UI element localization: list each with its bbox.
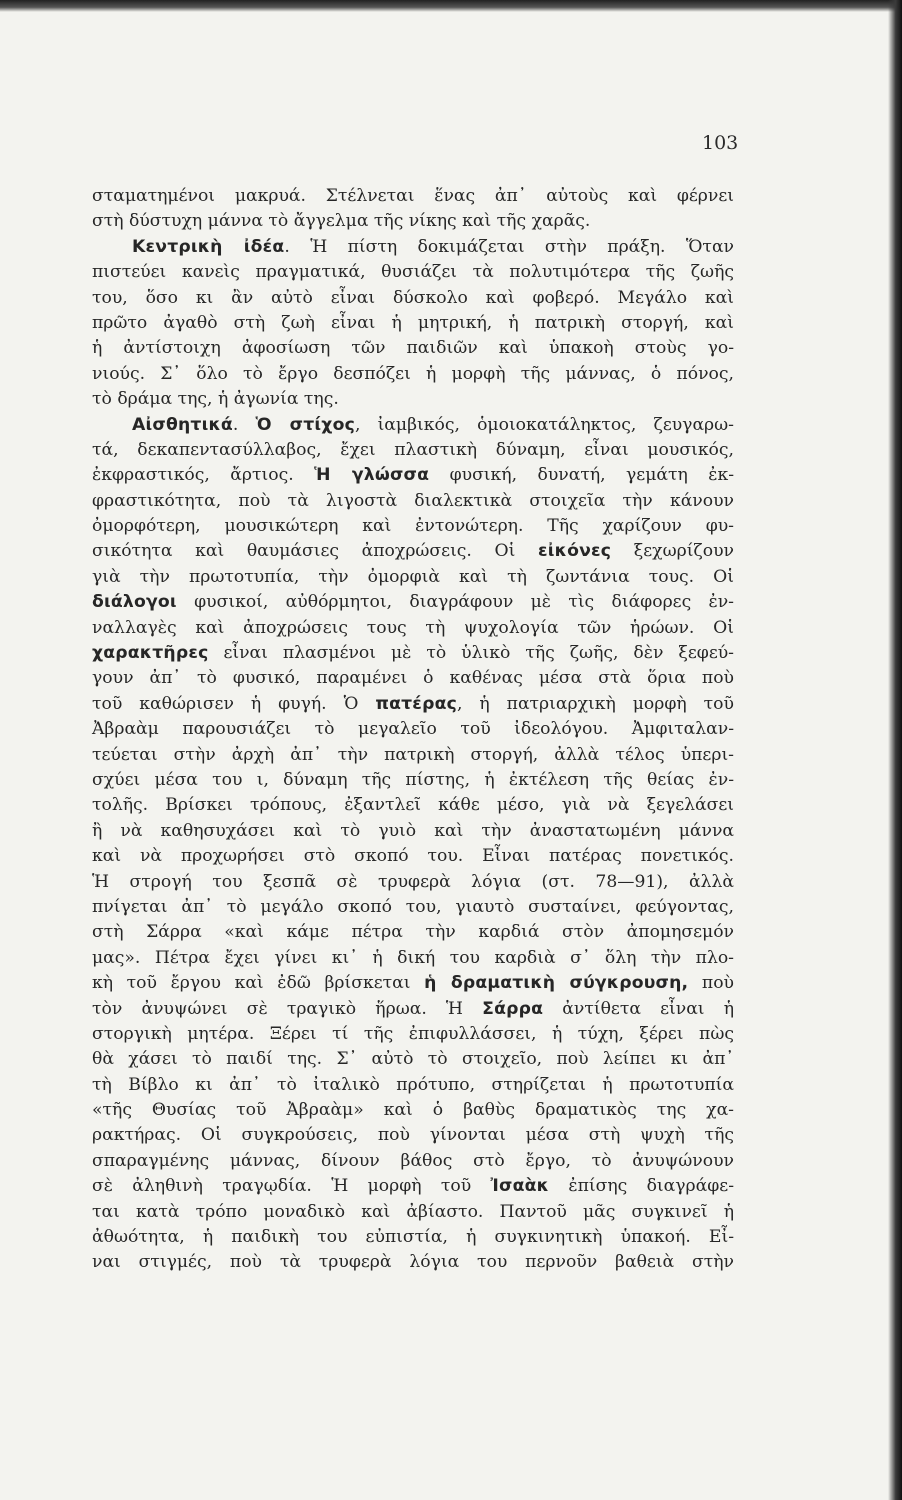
text-line — [92, 971, 734, 996]
text-run: Ἀβραὰμ παρουσιάζει τὸ μεγαλεῖο τοῦ ἰδεολόγου. Ἀμφιταλαν- — [92, 719, 734, 740]
text-run: ται κατὰ τρόπο μοναδικὸ καὶ ἀβίαστο. Παντοῦ μᾶς συγκινεῖ ἡ — [92, 1201, 734, 1222]
text-line — [92, 870, 734, 895]
text-line — [92, 1174, 734, 1199]
text-run: θὰ χάσει τὸ παιδί της. Σ᾽ αὐτὸ τὸ στοιχεῖο, ποὺ λείπει κι ἀπ᾽ — [92, 1049, 734, 1070]
scan-top-edge — [0, 0, 902, 12]
text-line — [92, 184, 734, 209]
text-run: μας». Πέτρα ἔχει γίνει κι᾽ ἡ δική του καρδιὰ σ᾽ ὅλη τὴν πλο- — [92, 947, 734, 968]
bold-term: Ἡ γλώσσα — [314, 465, 430, 486]
text-run: καὶ νὰ προχωρήσει στὸ σκοπό του. Εἶναι πατέρας πονετικός. — [92, 846, 734, 867]
text-run: γουν ἀπ᾽ τὸ φυσικό, παραμένει ὁ καθένας μέσα στὰ ὅρια ποὺ — [92, 668, 734, 689]
text-run: ἀθωότητα, ἡ παιδικὴ του εὐπιστία, ἡ συγκινητικὴ ὑπακοή. Εἶ- — [92, 1227, 734, 1248]
text-line — [92, 514, 734, 539]
text-line — [92, 260, 734, 285]
body-text — [92, 184, 734, 1276]
text-run: φραστικότητα, ποὺ τὰ λιγοστὰ διαλεκτικὰ στοιχεῖα τὴν κάνουν — [92, 490, 734, 511]
text-run: , ἡ πατριαρχικὴ μορφὴ τοῦ — [456, 693, 734, 714]
text-line — [92, 1225, 734, 1250]
text-run: σπαραγμένης μάννας, δίνουν βάθος στὸ ἔργο, τὸ ἀνυψώνουν — [92, 1150, 734, 1171]
text-run: ἢ νὰ καθησυχάσει καὶ τὸ γυιὸ καὶ τὴν ἀναστατωμένη μάννα — [92, 820, 734, 841]
text-run: τὸ δράμα της, ἡ ἀγωνία της. — [92, 389, 339, 410]
bold-term: Αἰσθητικά — [132, 414, 233, 435]
bold-term: διάλογοι — [92, 592, 177, 613]
text-line — [92, 1098, 734, 1123]
text-run: ποὺ — [688, 973, 734, 994]
text-line — [92, 641, 734, 666]
text-line — [92, 1149, 734, 1174]
bold-term: χαρακτῆρες — [92, 643, 209, 664]
text-run: ξεχωρίζουν — [611, 541, 734, 562]
bold-term: Ὁ στίχος — [255, 414, 355, 435]
text-run: ὀμορφότερη, μουσικώτερη καὶ ἐντονώτερη. Τῆς χαρίζουν φυ- — [92, 516, 734, 537]
text-line — [92, 1047, 734, 1072]
text-line — [92, 692, 734, 717]
text-line — [92, 946, 734, 971]
text-run: σὲ ἀληθινὴ τραγῳδία. Ἡ μορφὴ τοῦ — [92, 1176, 491, 1197]
bold-term: πατέρας — [375, 693, 457, 714]
text-run: σταματημένοι μακρυά. Στέλνεται ἕνας ἀπ᾽ αὐτοὺς καὶ φέρνει — [92, 186, 734, 206]
text-run: φυσική, δυνατή, γεμάτη ἐκ- — [429, 465, 734, 486]
text-line — [92, 616, 734, 641]
text-line — [92, 413, 734, 438]
text-line — [92, 1073, 734, 1098]
text-line — [92, 235, 734, 260]
text-line — [92, 1250, 734, 1275]
text-run: τά, δεκαπεντασύλλαβος, ἔχει πλαστικὴ δύναμη, εἶναι μουσικός, — [92, 439, 734, 460]
bold-term: Ἰσαὰκ — [490, 1176, 550, 1197]
bold-term: Σάρρα — [482, 998, 544, 1019]
text-line — [92, 793, 734, 818]
text-line — [92, 286, 734, 311]
text-run: ἐκφραστικός, ἄρτιος. — [92, 465, 315, 486]
text-run: του, ὅσο κι ἂν αὐτὸ εἶναι δύσκολο καὶ φοβερό. Μεγάλο καὶ — [92, 287, 734, 308]
text-line — [92, 590, 734, 615]
text-run: ἀντίθετα εἶναι ἡ — [543, 998, 734, 1019]
text-run: ρακτήρας. Οἱ συγκρούσεις, ποὺ γίνονται μέσα στὴ ψυχὴ τῆς — [92, 1125, 734, 1146]
text-run: «τῆς Θυσίας τοῦ Ἀβραὰμ» καὶ ὁ βαθὺς δραματικὸς της χα- — [92, 1100, 734, 1121]
page-number: 103 — [702, 132, 739, 154]
text-run: σικότητα καὶ θαυμάσιες ἀποχρώσεις. Οἱ — [92, 541, 538, 562]
text-run: φυσικοί, αὐθόρμητοι, διαγράφουν μὲ τὶς διάφορες ἐν- — [176, 592, 734, 613]
text-line — [92, 489, 734, 514]
text-run: πρῶτο ἀγαθὸ στὴ ζωὴ εἶναι ἡ μητρική, ἡ πατρικὴ στοργή, καὶ — [92, 312, 734, 333]
text-line — [92, 819, 734, 844]
text-line — [92, 1200, 734, 1225]
text-line — [92, 463, 734, 488]
text-line — [92, 1123, 734, 1148]
text-run: σχύει μέσα του ι, δύναμη τῆς πίστης, ἡ ἐκτέλεση τῆς θείας ἐν- — [92, 769, 734, 790]
text-run: τὴ Βίβλο κι ἀπ᾽ τὸ ἰταλικὸ πρότυπο, στηρίζεται ἡ πρωτοτυπία — [92, 1074, 734, 1095]
text-line — [92, 717, 734, 742]
text-run: γιὰ τὴν πρωτοτυπία, τὴν ὀμορφιὰ καὶ τὴ ζωντάνια τους. Οἱ — [92, 566, 734, 587]
text-line — [92, 666, 734, 691]
text-line — [92, 565, 734, 590]
text-line — [92, 209, 734, 234]
text-run: Ἡ στρογή του ξεσπᾶ σὲ τρυφερὰ λόγια (στ. 78—91), ἀλλὰ — [92, 871, 734, 892]
bold-term: Κεντρικὴ ἰδέα — [132, 236, 285, 257]
text-run: πιστεύει κανεὶς πραγματικά, θυσιάζει τὰ πολυτιμότερα τῆς ζωῆς — [92, 262, 734, 283]
text-line — [92, 311, 734, 336]
text-run: τολῆς. Βρίσκει τρόπους, ἐξαντλεῖ κάθε μέσο, γιὰ νὰ ξεγελάσει — [92, 795, 734, 816]
text-run: στοργικὴ μητέρα. Ξέρει τί τῆς ἐπιφυλλάσσει, ἡ τύχη, ξέρει πὼς — [92, 1023, 734, 1044]
text-line — [92, 539, 734, 564]
text-line — [92, 362, 734, 387]
text-line — [92, 895, 734, 920]
text-line — [92, 768, 734, 793]
bold-term: ἡ δραματικὴ σύγκρουση, — [424, 973, 689, 994]
text-run: ναι στιγμές, ποὺ τὰ τρυφερὰ λόγια του περνοῦν βαθειὰ στὴν — [92, 1252, 734, 1273]
text-run: τὸν ἀνυψώνει σὲ τραγικὸ ἥρωα. Ἡ — [92, 998, 483, 1019]
text-run: νιούς. Σ᾽ ὅλο τὸ ἔργο δεσπόζει ἡ μορφὴ τῆς μάννας, ὁ πόνος, — [92, 363, 734, 384]
text-line — [92, 1022, 734, 1047]
text-line — [92, 920, 734, 945]
text-run: ἐπίσης διαγράφε- — [549, 1176, 735, 1197]
scan-right-edge — [888, 0, 902, 1500]
text-run: , ἰαμβικός, ὁμοιοκατάληκτος, ζευγαρω- — [354, 414, 734, 435]
text-line — [92, 743, 734, 768]
text-run: . — [232, 414, 256, 435]
text-run: εἶναι πλασμένοι μὲ τὸ ὑλικὸ τῆς ζωῆς, δὲν ξεφεύ- — [208, 643, 734, 664]
bold-term: εἰκόνες — [538, 541, 612, 562]
text-run: τεύεται στὴν ἀρχὴ ἀπ᾽ τὴν πατρικὴ στοργή, ἀλλὰ τέλος ὑπερι- — [92, 744, 734, 765]
text-line — [92, 997, 734, 1022]
text-run: πνίγεται ἀπ᾽ τὸ μεγάλο σκοπό του, γιαυτὸ συσταίνει, φεύγοντας, — [92, 896, 734, 917]
text-run: τοῦ καθώρισεν ἡ φυγή. Ὁ — [92, 693, 376, 714]
text-run: . Ἡ πίστη δοκιμάζεται στὴν πράξη. Ὅταν — [284, 236, 734, 257]
text-run: ναλλαγὲς καὶ ἀποχρώσεις τους τὴ ψυχολογία τῶν ἡρώων. Οἱ — [92, 617, 734, 638]
text-run: κὴ τοῦ ἔργου καὶ ἐδῶ βρίσκεται — [92, 973, 425, 994]
text-line — [92, 336, 734, 361]
text-line — [92, 844, 734, 869]
text-run: στὴ δύστυχη μάννα τὸ ἄγγελμα τῆς νίκης καὶ τῆς χαρᾶς. — [92, 211, 591, 232]
text-line — [92, 438, 734, 463]
text-line — [92, 387, 734, 412]
text-run: ἡ ἀντίστοιχη ἀφοσίωση τῶν παιδιῶν καὶ ὑπακοὴ στοὺς γο- — [92, 338, 734, 359]
text-run: στὴ Σάρρα «καὶ κάμε πέτρα τὴν καρδιά στὸν ἀπομησεμόν — [92, 922, 734, 943]
